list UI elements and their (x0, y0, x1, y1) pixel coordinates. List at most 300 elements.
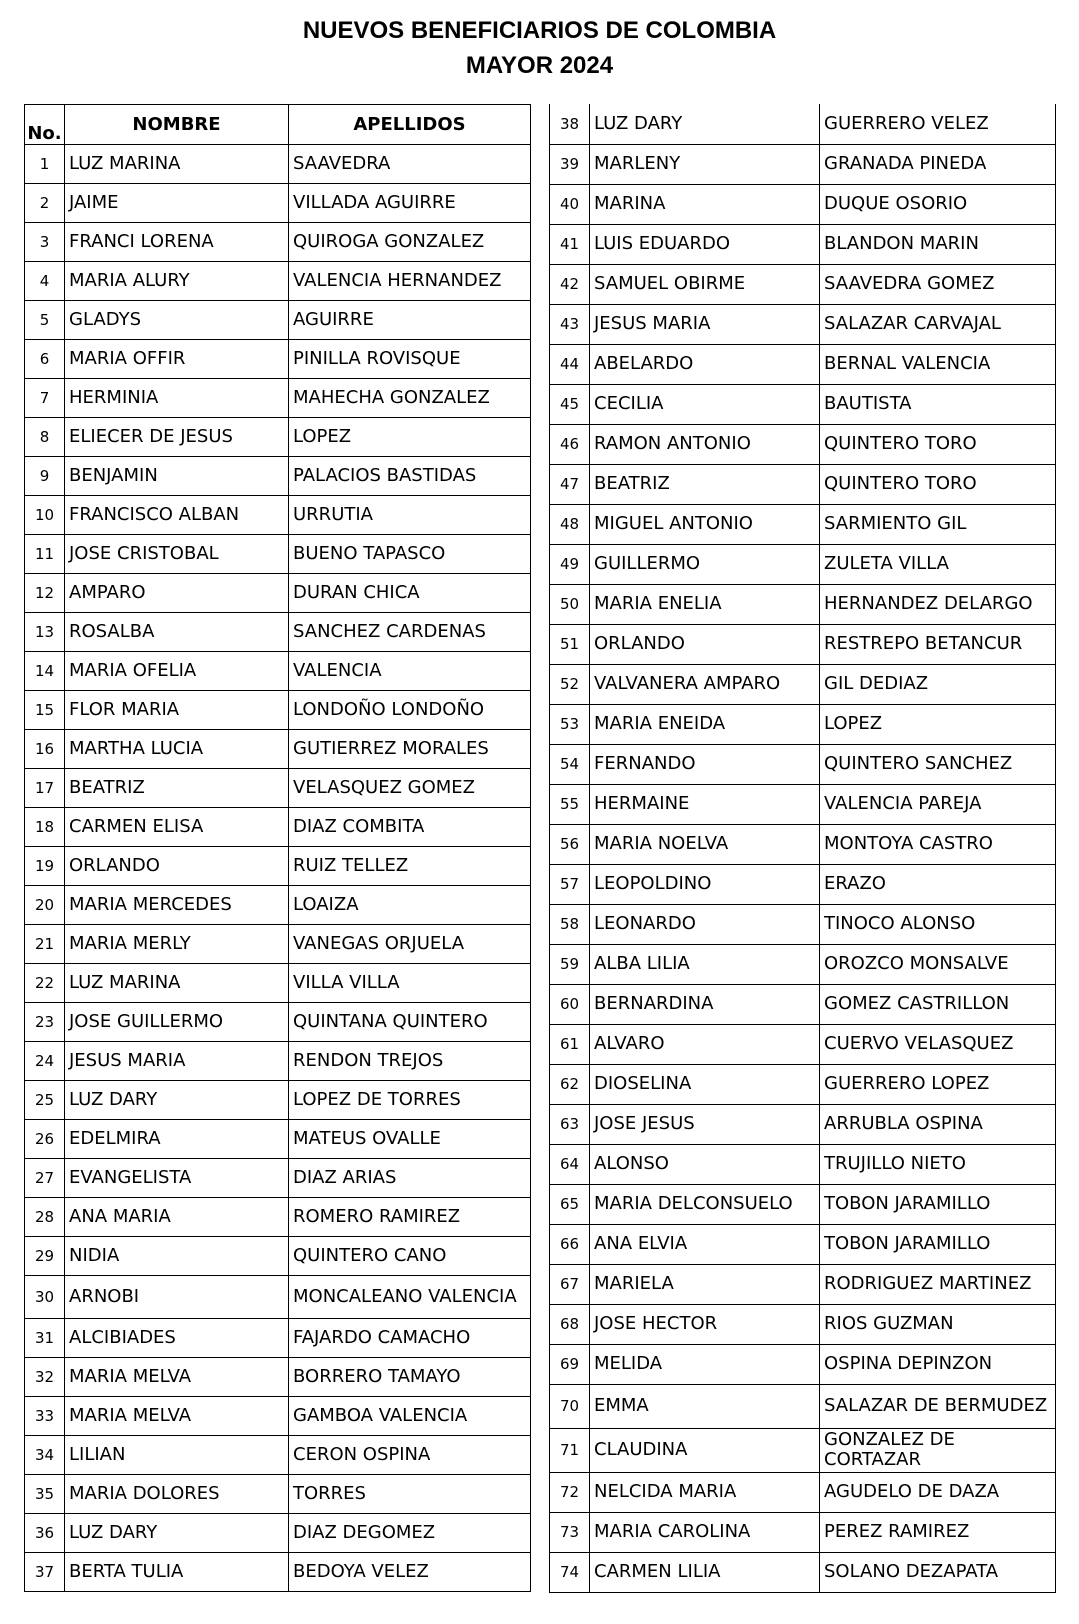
row-number: 45 (550, 384, 590, 424)
row-number: 16 (25, 730, 65, 769)
row-nombre: ABELARDO (590, 344, 820, 384)
row-apellidos: VILLADA AGUIRRE (289, 184, 531, 223)
row-apellidos: LOAIZA (289, 886, 531, 925)
row-nombre: MARINA (590, 184, 820, 224)
table-row (25, 1120, 531, 1159)
row-apellidos: RESTREPO BETANCUR (820, 624, 1056, 664)
table-row (25, 1159, 531, 1198)
table-row (25, 1081, 531, 1120)
table-row (550, 384, 1056, 424)
row-apellidos: LOPEZ DE TORRES (289, 1081, 531, 1120)
table-row (25, 574, 531, 613)
row-number: 26 (25, 1120, 65, 1159)
row-apellidos: BEDOYA VELEZ (289, 1553, 531, 1592)
row-number: 73 (550, 1512, 590, 1552)
row-nombre: LEOPOLDINO (590, 864, 820, 904)
row-number: 17 (25, 769, 65, 808)
row-apellidos: TRUJILLO NIETO (820, 1144, 1056, 1184)
row-nombre: MELIDA (590, 1344, 820, 1384)
row-nombre: MARIA MELVA (65, 1397, 289, 1436)
row-nombre: JOSE JESUS (590, 1104, 820, 1144)
table-row (550, 1512, 1056, 1552)
row-nombre: MARIA MERLY (65, 925, 289, 964)
row-number: 15 (25, 691, 65, 730)
row-nombre: MARIA ENEIDA (590, 704, 820, 744)
row-apellidos: BAUTISTA (820, 384, 1056, 424)
row-nombre: BENJAMIN (65, 457, 289, 496)
table-row (25, 1475, 531, 1514)
table-row (25, 340, 531, 379)
table-row (25, 301, 531, 340)
row-apellidos: AGUDELO DE DAZA (820, 1472, 1056, 1512)
row-apellidos: SAAVEDRA (289, 145, 531, 184)
row-nombre: CLAUDINA (590, 1428, 820, 1472)
row-number: 44 (550, 344, 590, 384)
table-row (550, 1344, 1056, 1384)
table-row (550, 704, 1056, 744)
row-apellidos: QUIROGA GONZALEZ (289, 223, 531, 262)
row-apellidos: QUINTERO CANO (289, 1237, 531, 1276)
header-nombre: NOMBRE (65, 105, 289, 145)
row-number: 42 (550, 264, 590, 304)
row-number: 12 (25, 574, 65, 613)
document-subtitle: MAYOR 2024 (465, 52, 614, 79)
row-apellidos: DIAZ DEGOMEZ (289, 1514, 531, 1553)
row-apellidos: MATEUS OVALLE (289, 1120, 531, 1159)
row-apellidos: BLANDON MARIN (820, 224, 1056, 264)
row-number: 33 (25, 1397, 65, 1436)
row-nombre: BEATRIZ (65, 769, 289, 808)
row-apellidos: DIAZ ARIAS (289, 1159, 531, 1198)
row-apellidos: DURAN CHICA (289, 574, 531, 613)
table-row (550, 944, 1056, 984)
row-nombre: MARIA ENELIA (590, 584, 820, 624)
table-row (550, 504, 1056, 544)
table-row (25, 1436, 531, 1475)
row-nombre: CECILIA (590, 384, 820, 424)
row-nombre: HERMAINE (590, 784, 820, 824)
row-apellidos: VALENCIA HERNANDEZ (289, 262, 531, 301)
table-row (550, 864, 1056, 904)
row-nombre: MARIA DOLORES (65, 1475, 289, 1514)
row-nombre: FRANCISCO ALBAN (65, 496, 289, 535)
row-number: 63 (550, 1104, 590, 1144)
table-row (25, 535, 531, 574)
row-nombre: JESUS MARIA (590, 304, 820, 344)
row-number: 51 (550, 624, 590, 664)
table-row (550, 104, 1056, 144)
row-nombre: BERTA TULIA (65, 1553, 289, 1592)
row-number: 36 (25, 1514, 65, 1553)
row-nombre: CARMEN LILIA (590, 1552, 820, 1592)
row-nombre: SAMUEL OBIRME (590, 264, 820, 304)
row-apellidos: TOBON JARAMILLO (820, 1224, 1056, 1264)
row-number: 50 (550, 584, 590, 624)
table-body-right (550, 104, 1056, 1592)
row-number: 20 (25, 886, 65, 925)
row-apellidos: QUINTERO SANCHEZ (820, 744, 1056, 784)
table-row (25, 847, 531, 886)
row-nombre: EDELMIRA (65, 1120, 289, 1159)
row-number: 19 (25, 847, 65, 886)
table-row (550, 1264, 1056, 1304)
row-nombre: MARIA MELVA (65, 1358, 289, 1397)
row-apellidos: SAAVEDRA GOMEZ (820, 264, 1056, 304)
row-apellidos: VANEGAS ORJUELA (289, 925, 531, 964)
table-row (25, 496, 531, 535)
row-apellidos: GUTIERREZ MORALES (289, 730, 531, 769)
row-apellidos: RENDON TREJOS (289, 1042, 531, 1081)
row-apellidos: OSPINA DEPINZON (820, 1344, 1056, 1384)
row-apellidos: RODRIGUEZ MARTINEZ (820, 1264, 1056, 1304)
row-number: 68 (550, 1304, 590, 1344)
row-nombre: ORLANDO (65, 847, 289, 886)
row-number: 60 (550, 984, 590, 1024)
table-row (25, 964, 531, 1003)
row-nombre: ROSALBA (65, 613, 289, 652)
row-apellidos: OROZCO MONSALVE (820, 944, 1056, 984)
row-nombre: BEATRIZ (590, 464, 820, 504)
row-nombre: ANA ELVIA (590, 1224, 820, 1264)
table-row (25, 184, 531, 223)
row-apellidos: MAHECHA GONZALEZ (289, 379, 531, 418)
row-number: 47 (550, 464, 590, 504)
table-row (25, 1003, 531, 1042)
row-apellidos: VELASQUEZ GOMEZ (289, 769, 531, 808)
row-apellidos: URRUTIA (289, 496, 531, 535)
row-nombre: HERMINIA (65, 379, 289, 418)
row-number: 18 (25, 808, 65, 847)
row-number: 11 (25, 535, 65, 574)
row-nombre: GLADYS (65, 301, 289, 340)
row-apellidos: BERNAL VALENCIA (820, 344, 1056, 384)
row-nombre: ALVARO (590, 1024, 820, 1064)
row-nombre: MARIA OFFIR (65, 340, 289, 379)
row-nombre: AMPARO (65, 574, 289, 613)
row-number: 21 (25, 925, 65, 964)
table-row (25, 925, 531, 964)
table-row (550, 624, 1056, 664)
row-nombre: DIOSELINA (590, 1064, 820, 1104)
row-apellidos: BUENO TAPASCO (289, 535, 531, 574)
header-no: No. (25, 105, 65, 145)
row-number: 37 (25, 1553, 65, 1592)
table-row (25, 730, 531, 769)
row-apellidos: RUIZ TELLEZ (289, 847, 531, 886)
row-number: 43 (550, 304, 590, 344)
row-number: 66 (550, 1224, 590, 1264)
row-number: 53 (550, 704, 590, 744)
row-number: 23 (25, 1003, 65, 1042)
row-apellidos: SALAZAR DE BERMUDEZ (820, 1384, 1056, 1428)
table-row (550, 1184, 1056, 1224)
table-row (550, 184, 1056, 224)
row-nombre: ORLANDO (590, 624, 820, 664)
row-apellidos: GUERRERO LOPEZ (820, 1064, 1056, 1104)
row-apellidos: VILLA VILLA (289, 964, 531, 1003)
row-number: 7 (25, 379, 65, 418)
table-row (550, 1064, 1056, 1104)
row-number: 34 (25, 1436, 65, 1475)
row-number: 74 (550, 1552, 590, 1592)
row-apellidos: PEREZ RAMIREZ (820, 1512, 1056, 1552)
row-number: 54 (550, 744, 590, 784)
row-apellidos: ZULETA VILLA (820, 544, 1056, 584)
row-nombre: LUZ DARY (65, 1081, 289, 1120)
table-row (550, 784, 1056, 824)
row-nombre: CARMEN ELISA (65, 808, 289, 847)
row-number: 25 (25, 1081, 65, 1120)
row-apellidos: ARRUBLA OSPINA (820, 1104, 1056, 1144)
table-row (550, 464, 1056, 504)
table-row (550, 264, 1056, 304)
row-apellidos: SANCHEZ CARDENAS (289, 613, 531, 652)
row-number: 61 (550, 1024, 590, 1064)
row-apellidos: QUINTERO TORO (820, 424, 1056, 464)
row-number: 10 (25, 496, 65, 535)
row-number: 9 (25, 457, 65, 496)
table-row (25, 691, 531, 730)
beneficiaries-table-right (549, 104, 1056, 1593)
table-row (25, 262, 531, 301)
table-row (25, 145, 531, 184)
table-row (25, 1553, 531, 1592)
table-row (550, 744, 1056, 784)
row-nombre: MIGUEL ANTONIO (590, 504, 820, 544)
row-nombre: LUZ MARINA (65, 145, 289, 184)
table-row (550, 1024, 1056, 1064)
row-nombre: MARIA DELCONSUELO (590, 1184, 820, 1224)
row-apellidos: TOBON JARAMILLO (820, 1184, 1056, 1224)
table-row (550, 1552, 1056, 1592)
row-number: 48 (550, 504, 590, 544)
row-number: 62 (550, 1064, 590, 1104)
document-title: NUEVOS BENEFICIARIOS DE COLOMBIA (302, 17, 777, 44)
row-number: 3 (25, 223, 65, 262)
row-number: 52 (550, 664, 590, 704)
table-row (550, 664, 1056, 704)
row-number: 65 (550, 1184, 590, 1224)
row-apellidos: MONTOYA CASTRO (820, 824, 1056, 864)
table-row (550, 1224, 1056, 1264)
row-nombre: FLOR MARIA (65, 691, 289, 730)
row-apellidos: TINOCO ALONSO (820, 904, 1056, 944)
row-nombre: LUZ DARY (65, 1514, 289, 1553)
table-row (25, 808, 531, 847)
table-row (25, 1198, 531, 1237)
row-nombre: VALVANERA AMPARO (590, 664, 820, 704)
table-row (25, 418, 531, 457)
row-apellidos: SALAZAR CARVAJAL (820, 304, 1056, 344)
row-nombre: FRANCI LORENA (65, 223, 289, 262)
table-row (550, 984, 1056, 1024)
row-number: 46 (550, 424, 590, 464)
row-apellidos: DUQUE OSORIO (820, 184, 1056, 224)
table-row (550, 144, 1056, 184)
row-apellidos: CUERVO VELASQUEZ (820, 1024, 1056, 1064)
row-apellidos: CERON OSPINA (289, 1436, 531, 1475)
row-number: 30 (25, 1276, 65, 1319)
row-number: 35 (25, 1475, 65, 1514)
row-nombre: MARIA CAROLINA (590, 1512, 820, 1552)
table-row (550, 1428, 1056, 1472)
row-nombre: JOSE GUILLERMO (65, 1003, 289, 1042)
row-number: 39 (550, 144, 590, 184)
row-nombre: MARTHA LUCIA (65, 730, 289, 769)
row-apellidos: MONCALEANO VALENCIA (289, 1276, 531, 1319)
row-number: 69 (550, 1344, 590, 1384)
table-row (25, 457, 531, 496)
row-number: 55 (550, 784, 590, 824)
table-body-left (25, 145, 531, 1592)
header-apellidos: APELLIDOS (289, 105, 531, 145)
row-nombre: BERNARDINA (590, 984, 820, 1024)
row-number: 6 (25, 340, 65, 379)
table-row (25, 379, 531, 418)
row-apellidos: BORRERO TAMAYO (289, 1358, 531, 1397)
table-row (550, 1104, 1056, 1144)
row-number: 8 (25, 418, 65, 457)
row-number: 13 (25, 613, 65, 652)
row-number: 40 (550, 184, 590, 224)
row-nombre: GUILLERMO (590, 544, 820, 584)
row-nombre: JAIME (65, 184, 289, 223)
row-apellidos: QUINTANA QUINTERO (289, 1003, 531, 1042)
row-number: 49 (550, 544, 590, 584)
row-apellidos: RIOS GUZMAN (820, 1304, 1056, 1344)
table-row (25, 1397, 531, 1436)
table-row (25, 223, 531, 262)
row-number: 5 (25, 301, 65, 340)
row-number: 38 (550, 104, 590, 144)
row-number: 28 (25, 1198, 65, 1237)
table-row (550, 584, 1056, 624)
table-row (550, 224, 1056, 264)
row-apellidos: GRANADA PINEDA (820, 144, 1056, 184)
table-row (550, 1472, 1056, 1512)
row-apellidos: VALENCIA PAREJA (820, 784, 1056, 824)
row-number: 14 (25, 652, 65, 691)
row-nombre: JOSE HECTOR (590, 1304, 820, 1344)
table-row (25, 1358, 531, 1397)
table-row (25, 652, 531, 691)
row-apellidos: QUINTERO TORO (820, 464, 1056, 504)
row-number: 2 (25, 184, 65, 223)
row-apellidos: FAJARDO CAMACHO (289, 1319, 531, 1358)
table-row (550, 544, 1056, 584)
row-nombre: ELIECER DE JESUS (65, 418, 289, 457)
row-apellidos: SARMIENTO GIL (820, 504, 1056, 544)
row-apellidos: AGUIRRE (289, 301, 531, 340)
row-number: 1 (25, 145, 65, 184)
row-nombre: FERNANDO (590, 744, 820, 784)
row-nombre: LUZ DARY (590, 104, 820, 144)
row-number: 67 (550, 1264, 590, 1304)
row-nombre: EVANGELISTA (65, 1159, 289, 1198)
row-nombre: MARIA OFELIA (65, 652, 289, 691)
row-number: 4 (25, 262, 65, 301)
table-row (25, 1237, 531, 1276)
row-apellidos: DIAZ COMBITA (289, 808, 531, 847)
row-apellidos: HERNANDEZ DELARGO (820, 584, 1056, 624)
table-header-row (25, 105, 531, 145)
row-nombre: MARIA NOELVA (590, 824, 820, 864)
row-nombre: ALBA LILIA (590, 944, 820, 984)
row-apellidos: PINILLA ROVISQUE (289, 340, 531, 379)
row-apellidos: VALENCIA (289, 652, 531, 691)
row-apellidos: LOPEZ (820, 704, 1056, 744)
table-row (25, 1042, 531, 1081)
row-apellidos: GIL DEDIAZ (820, 664, 1056, 704)
row-number: 22 (25, 964, 65, 1003)
table-row (25, 769, 531, 808)
row-number: 71 (550, 1428, 590, 1472)
table-row (550, 344, 1056, 384)
row-number: 59 (550, 944, 590, 984)
row-apellidos: GOMEZ CASTRILLON (820, 984, 1056, 1024)
row-nombre: MARIA MERCEDES (65, 886, 289, 925)
table-row (550, 824, 1056, 864)
row-nombre: MARLENY (590, 144, 820, 184)
beneficiaries-table-left (24, 104, 531, 1592)
row-number: 56 (550, 824, 590, 864)
row-apellidos: GONZALEZ DE CORTAZAR (820, 1428, 1056, 1472)
row-nombre: ALONSO (590, 1144, 820, 1184)
row-nombre: JOSE CRISTOBAL (65, 535, 289, 574)
table-row (550, 904, 1056, 944)
row-nombre: NIDIA (65, 1237, 289, 1276)
row-apellidos: TORRES (289, 1475, 531, 1514)
row-number: 24 (25, 1042, 65, 1081)
row-number: 41 (550, 224, 590, 264)
row-apellidos: GAMBOA VALENCIA (289, 1397, 531, 1436)
row-number: 29 (25, 1237, 65, 1276)
row-nombre: RAMON ANTONIO (590, 424, 820, 464)
row-number: 31 (25, 1319, 65, 1358)
row-apellidos: ROMERO RAMIREZ (289, 1198, 531, 1237)
table-row (550, 1384, 1056, 1428)
row-number: 70 (550, 1384, 590, 1428)
row-nombre: EMMA (590, 1384, 820, 1428)
row-nombre: LEONARDO (590, 904, 820, 944)
row-nombre: ALCIBIADES (65, 1319, 289, 1358)
table-row (25, 886, 531, 925)
table-row (550, 1144, 1056, 1184)
row-number: 32 (25, 1358, 65, 1397)
row-number: 72 (550, 1472, 590, 1512)
row-nombre: NELCIDA MARIA (590, 1472, 820, 1512)
table-row (25, 613, 531, 652)
row-apellidos: LONDOÑO LONDOÑO (289, 691, 531, 730)
row-nombre: MARIA ALURY (65, 262, 289, 301)
table-row (550, 424, 1056, 464)
row-nombre: LUZ MARINA (65, 964, 289, 1003)
row-apellidos: PALACIOS BASTIDAS (289, 457, 531, 496)
table-row (25, 1319, 531, 1358)
row-apellidos: LOPEZ (289, 418, 531, 457)
row-number: 57 (550, 864, 590, 904)
row-nombre: ANA MARIA (65, 1198, 289, 1237)
row-apellidos: GUERRERO VELEZ (820, 104, 1056, 144)
row-number: 58 (550, 904, 590, 944)
row-nombre: MARIELA (590, 1264, 820, 1304)
table-row (25, 1276, 531, 1319)
table-row (25, 1514, 531, 1553)
table-row (550, 304, 1056, 344)
table-row (550, 1304, 1056, 1344)
row-nombre: ARNOBI (65, 1276, 289, 1319)
row-nombre: LILIAN (65, 1436, 289, 1475)
